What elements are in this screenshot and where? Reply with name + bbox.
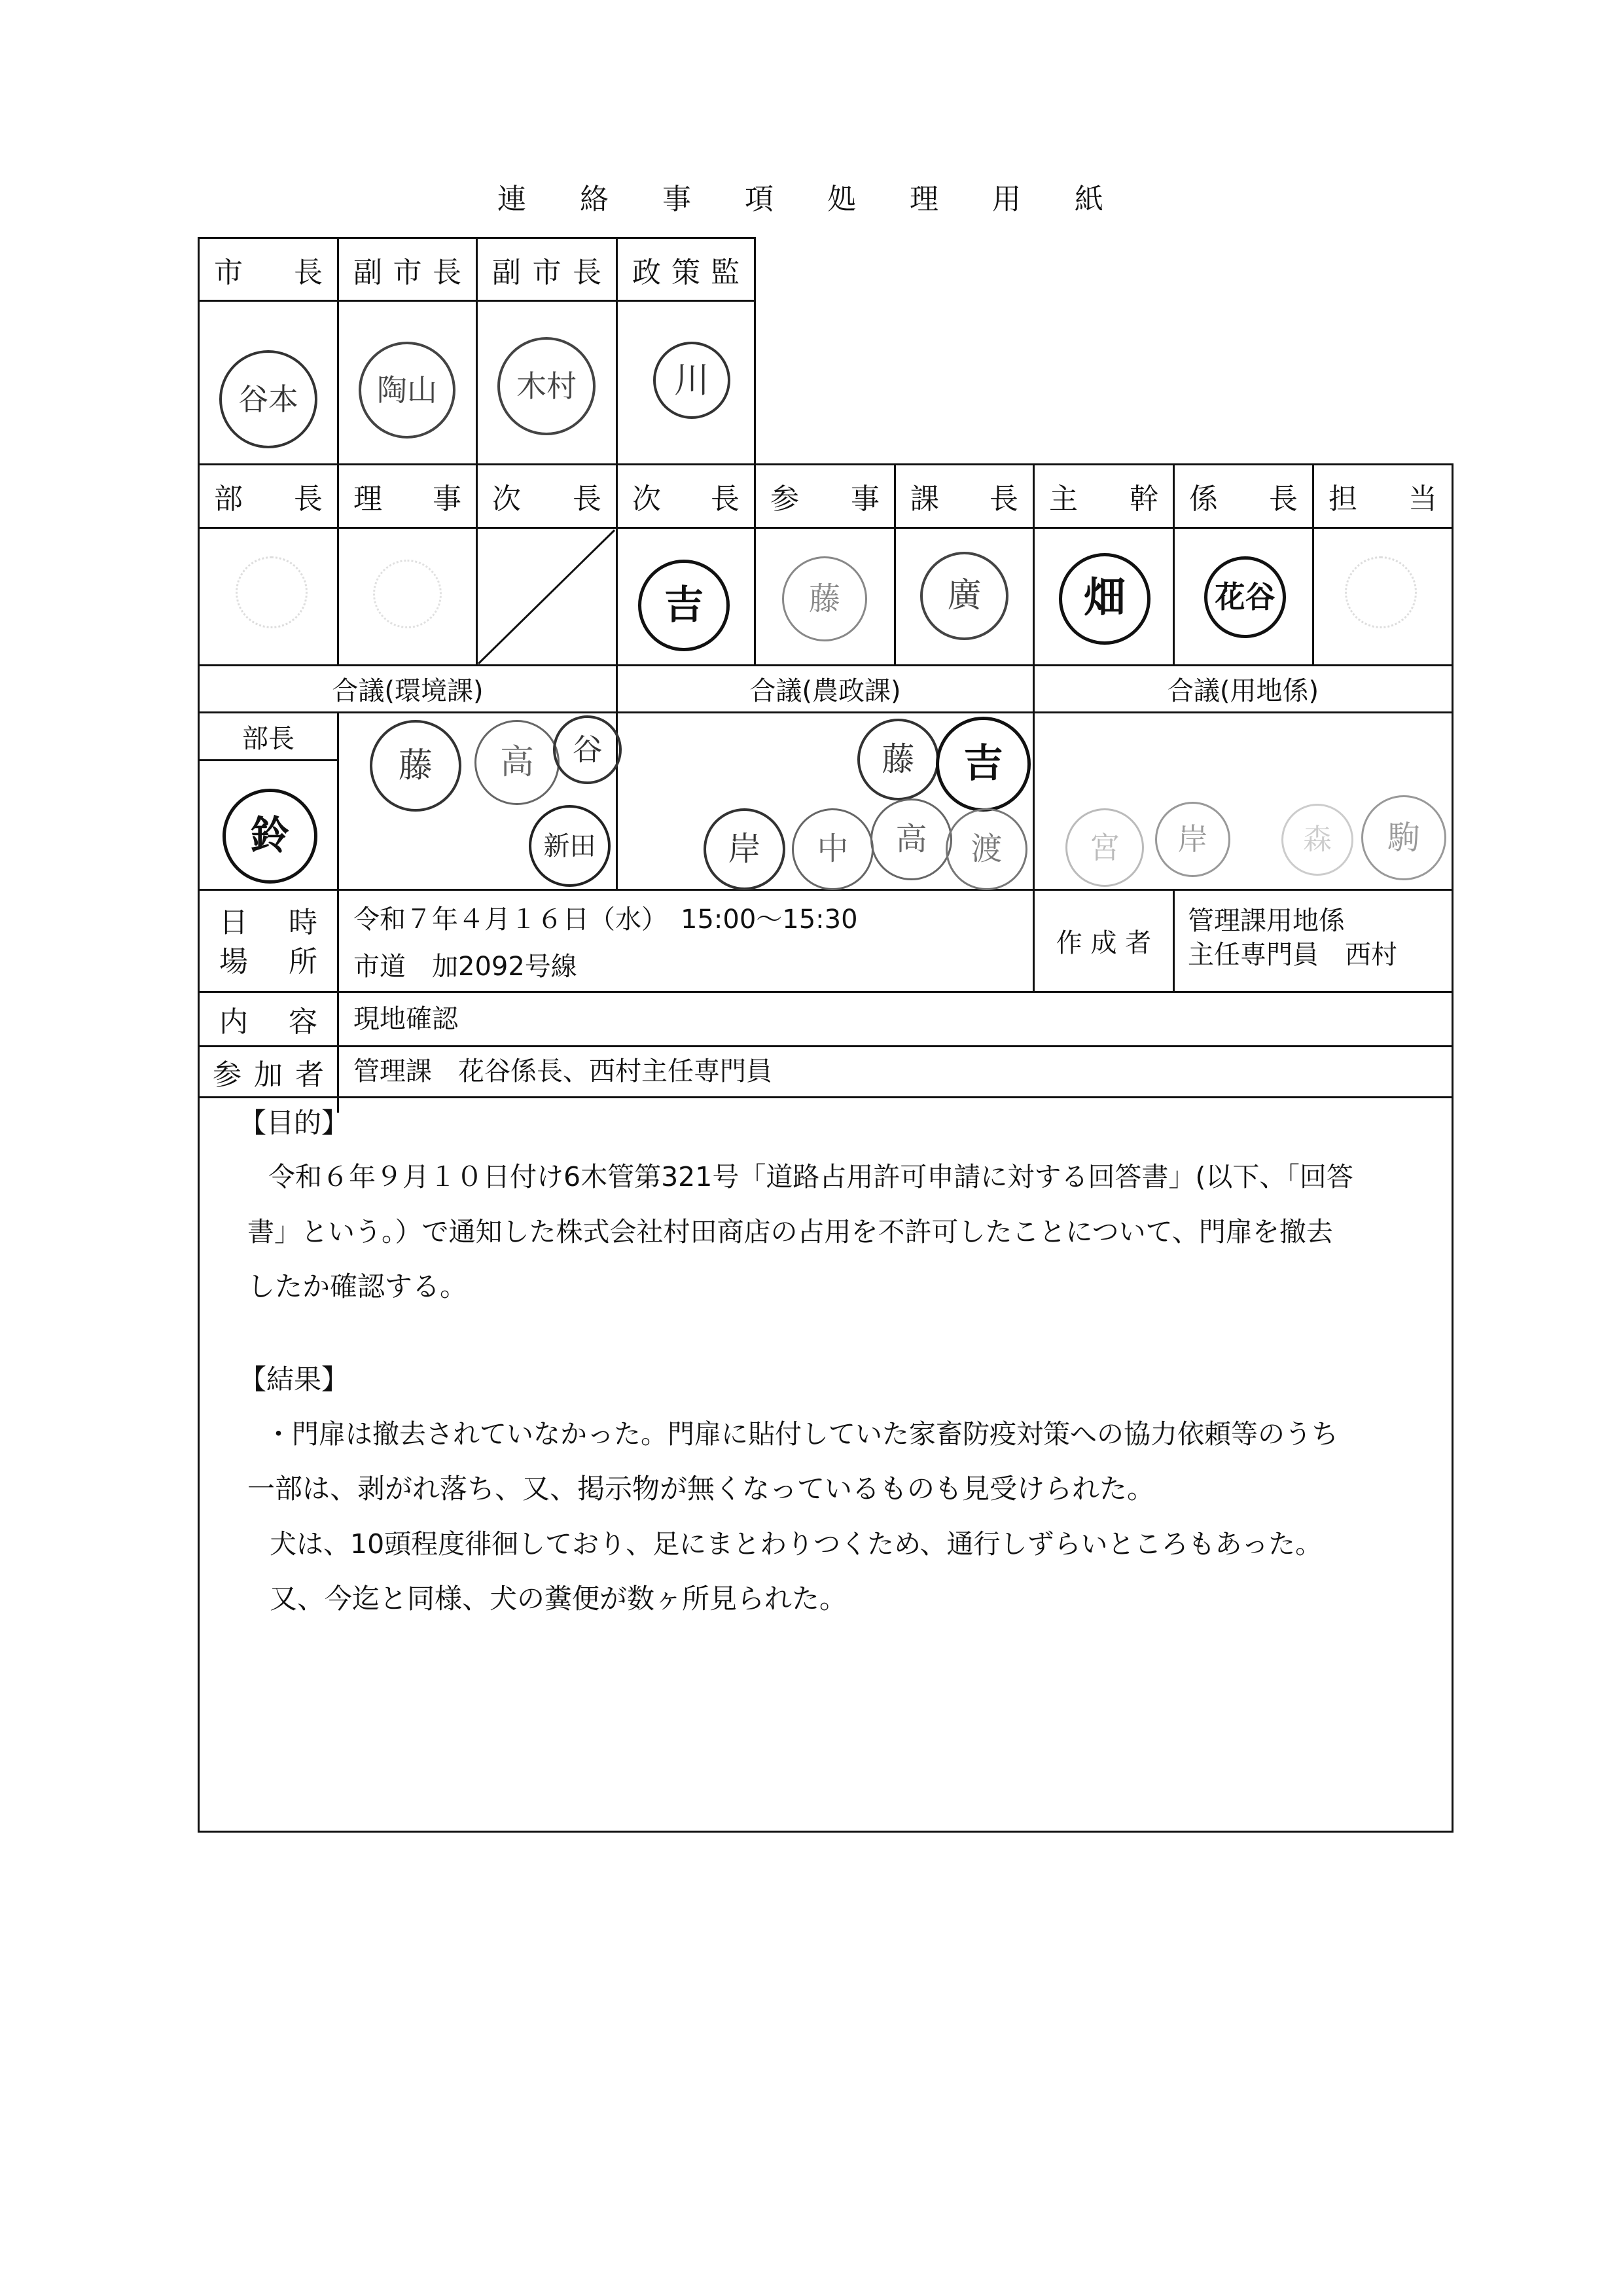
label-char: 長 (573, 255, 601, 289)
label-vice-mayor-1 (339, 239, 476, 300)
label-char: 係 (1189, 482, 1218, 516)
seal-agri-3: 岸 (704, 808, 785, 890)
seal-env-bucho: 鈴 (223, 789, 317, 884)
label-char: 幹 (1130, 482, 1158, 516)
seal-env-3: 谷 (553, 715, 622, 784)
label-vice-mayor-2 (478, 239, 616, 300)
page-title: 連 絡 事 項 処 理 用 紙 (497, 183, 1126, 216)
seal-mayor: 谷本 (219, 350, 317, 448)
label-char: 参 (770, 482, 799, 516)
participants-value: 管理課 花谷係長、西村主任専門員 (353, 1056, 772, 1086)
label-char: 課 (910, 482, 939, 516)
seal-jicho-2: 吉 (638, 560, 730, 651)
place-value: 市道 加2092号線 (353, 952, 577, 982)
seal-land-1: 宮 (1065, 808, 1144, 887)
author-name: 主任専門員 西村 (1188, 940, 1397, 970)
seal-shukan: 畑 (1059, 553, 1150, 645)
label-jicho-2 (618, 465, 754, 527)
seal-env-2: 高 (474, 720, 560, 805)
border (198, 1096, 1454, 1098)
label-char: 担 (1329, 482, 1357, 516)
author-dept: 管理課用地係 (1188, 906, 1345, 936)
label-char: 副 (353, 255, 382, 289)
label-char: 所 (289, 945, 317, 978)
label-char: 次 (632, 482, 661, 516)
label-jicho-1 (478, 465, 616, 527)
label-char: 日 (219, 906, 248, 939)
label-char: 当 (1408, 482, 1437, 516)
content-value: 現地確認 (353, 1004, 458, 1034)
label-char: 長 (294, 482, 323, 516)
seal-sanji: 藤 (782, 556, 867, 641)
seal-env-1: 藤 (370, 720, 461, 812)
label-char: 長 (573, 482, 601, 516)
label-mayor (200, 239, 337, 300)
border (1452, 463, 1454, 1833)
label-policy-supervisor (618, 239, 754, 300)
label-char: 政 (632, 255, 661, 289)
label-char: 長 (990, 482, 1018, 516)
seal-land-3: 森 (1281, 804, 1353, 876)
seal-vice-mayor-2: 木村 (497, 337, 596, 435)
diagonal-slash (477, 529, 616, 665)
label-char: 理 (353, 482, 382, 516)
label-char: 副 (492, 255, 521, 289)
seal-kakaricho: 花谷 (1204, 556, 1286, 638)
seal-env-4: 新田 (529, 805, 611, 887)
seal-riji-faint (373, 560, 442, 628)
label-participants (200, 1047, 337, 1096)
border (198, 759, 338, 761)
label-char: 部 (214, 482, 243, 516)
seal-agri-5: 高 (870, 798, 952, 880)
seal-tanto-faint (1345, 556, 1417, 628)
consult-agri-header: 合議(農政課) (749, 676, 901, 706)
seal-agri-6: 渡 (946, 808, 1027, 890)
purpose-line-1: 令和６年９月１０日付け6木管第321号「道路占用許可申請に対する回答書」(以下、「回答 (268, 1161, 1353, 1193)
label-char: 容 (289, 1005, 317, 1039)
border (337, 889, 339, 1113)
author-label: 作 成 者 (1056, 928, 1152, 958)
label-place (200, 939, 337, 978)
label-char: 者 (295, 1058, 324, 1092)
purpose-line-2: 書」という。）で通知した株式会社村田商店の占用を不許可したことについて、門扉を撤去 (247, 1216, 1333, 1247)
consult-land-header: 合議(用地係) (1167, 676, 1319, 706)
label-char: 長 (433, 255, 461, 289)
label-datetime (200, 900, 337, 939)
label-kakaricho (1175, 465, 1312, 527)
label-char: 時 (289, 906, 317, 939)
label-tanto (1314, 465, 1452, 527)
seal-agri-1: 藤 (857, 719, 939, 800)
label-char: 策 (671, 255, 700, 289)
seal-bucho-faint (236, 556, 308, 628)
seal-land-4: 駒 (1361, 795, 1446, 880)
label-sanji (756, 465, 894, 527)
label-char: 事 (851, 482, 880, 516)
label-char: 事 (433, 482, 461, 516)
consult-bucho-label: 部長 (242, 723, 294, 754)
label-char: 市 (393, 255, 422, 289)
label-char: 監 (711, 255, 740, 289)
label-char: 長 (1269, 482, 1298, 516)
heading-result: 【結果】 (239, 1363, 349, 1395)
result-line-1: ・門扉は撤去されていなかった。門扉に貼付していた家畜防疫対策への協力依頼等のうち (265, 1418, 1338, 1450)
label-char: 場 (219, 945, 248, 978)
purpose-line-3: したか確認する。 (247, 1270, 468, 1302)
label-char: 市 (214, 255, 243, 289)
seal-vice-mayor-1: 陶山 (359, 342, 455, 439)
border (198, 527, 1454, 529)
border (198, 711, 1454, 713)
label-content (200, 993, 337, 1045)
border (198, 1831, 1454, 1833)
label-char: 参 (213, 1058, 241, 1092)
result-line-3: 犬は、10頭程度徘徊しており、足にまとわりつくため、通行しずらいところもあった。 (270, 1528, 1323, 1560)
heading-purpose: 【目的】 (239, 1107, 349, 1139)
seal-agri-4: 中 (792, 808, 874, 890)
seal-kacho: 廣 (920, 552, 1008, 640)
seal-land-2: 岸 (1155, 802, 1230, 877)
label-char: 内 (219, 1005, 248, 1039)
seal-agri-2: 吉 (936, 717, 1031, 812)
label-bucho (200, 465, 337, 527)
result-line-2: 一部は、剥がれ落ち、又、掲示物が無くなっているものも見受けられた。 (247, 1473, 1155, 1505)
label-char: 次 (492, 482, 521, 516)
label-char: 加 (254, 1058, 283, 1092)
border (754, 237, 756, 465)
date-value: 令和７年４月１６日（水） 15:00～15:30 (353, 905, 858, 935)
label-char: 市 (532, 255, 562, 289)
label-shukan (1035, 465, 1173, 527)
label-riji (339, 465, 476, 527)
label-char: 主 (1049, 482, 1078, 516)
result-line-4: 又、今迄と同様、犬の糞便が数ヶ所見られた。 (270, 1583, 847, 1615)
label-char: 長 (294, 255, 323, 289)
seal-policy-supervisor: 川 (653, 342, 730, 419)
consult-env-header: 合議(環境課) (332, 676, 484, 706)
border (1173, 889, 1175, 992)
label-char: 長 (711, 482, 740, 516)
label-kacho (896, 465, 1033, 527)
border (337, 711, 339, 890)
